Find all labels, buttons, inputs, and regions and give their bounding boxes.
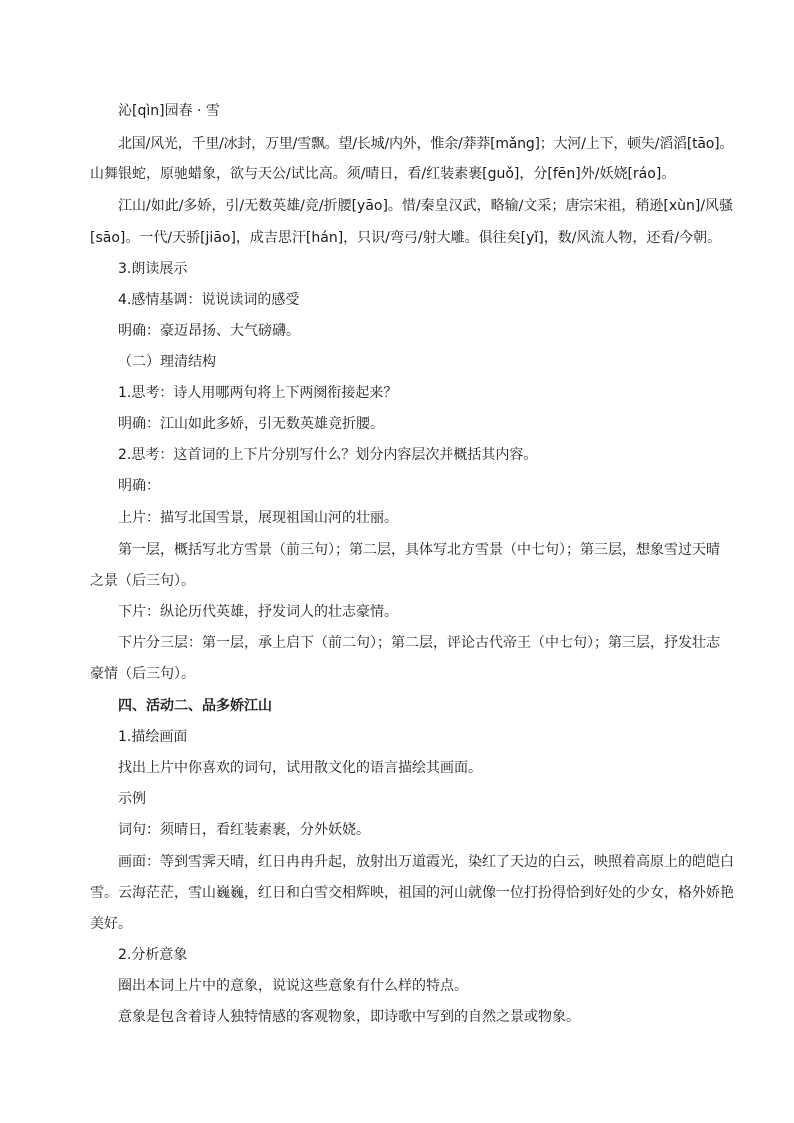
structure-lower-layers-1: 下片分三层：第一层，承上启下（前二句）；第二层，评论古代帝王（中七句）；第三层，抒发壮志 [118, 635, 720, 651]
activity-definition: 意象是包含着诗人独特情感的客观物象，即诗歌中写到的自然之景或物象。 [118, 1009, 580, 1025]
poem-stanza2-line1: 江山/如此/多娇，引/无数英雄/竞/折腰[yāo]。惜/秦皇汉武，略输/文采；唐宗宋祖，稍逊[xùn]/风骚 [118, 198, 734, 214]
structure-answer-2-label: 明确： [118, 478, 160, 494]
activity-task-1: 找出上片中你喜欢的词句，试用散文化的语言描绘其画面。 [118, 760, 482, 776]
structure-lower-layers-2: 豪情（后三句）。 [90, 666, 195, 682]
structure-upper-layers-1: 第一层，概括写北方雪景（前三句）；第二层，具体写北方雪景（中七句）；第三层，想象雪过天晴 [118, 542, 720, 558]
poem-title: 沁[qìn]园春 · 雪 [118, 103, 220, 119]
reading-answer: 明确：豪迈昂扬、大气磅礴。 [118, 323, 300, 339]
structure-lower: 下片：纵论历代英雄，抒发词人的壮志豪情。 [118, 604, 398, 620]
activity-scene-2: 雪。云海茫茫，雪山巍巍，红日和白雪交相辉映，祖国的河山就像一位打扮得恰到好处的少女，格外娇艳 [90, 885, 734, 901]
activity-example-label: 示例 [118, 791, 146, 807]
section-heading-activity: 四、活动二、品多娇江山 [118, 698, 272, 714]
poem-stanza2-line2: [sāo]。一代/天骄[jiāo]，成吉思汗[hán]，只识/弯弓/射大雕。俱往矣[yǐ]，数/风流人物，还看/今朝。 [90, 230, 722, 246]
structure-question-2: 2.思考：这首词的上下片分别写什么？划分内容层次并概括其内容。 [118, 447, 538, 463]
activity-item-2: 2.分析意象 [118, 947, 188, 963]
structure-answer-1: 明确：江山如此多娇，引无数英雄竞折腰。 [118, 416, 384, 432]
structure-question-1: 1.思考：诗人用哪两句将上下两阕衔接起来？ [118, 385, 398, 401]
reading-item-4: 4.感情基调：说说读词的感受 [118, 292, 300, 308]
activity-example-line: 词句：须晴日，看红装素裹，分外妖娆。 [118, 822, 370, 838]
activity-scene-3: 美好。 [90, 916, 132, 932]
structure-upper-layers-2: 之景（后三句）。 [90, 573, 195, 589]
section-heading-structure: （二）理清结构 [118, 354, 216, 370]
reading-item-3: 3.朗读展示 [118, 261, 188, 277]
activity-task-2: 圈出本词上片中的意象，说说这些意象有什么样的特点。 [118, 978, 468, 994]
poem-stanza1-line2: 山舞银蛇，原驰蜡象，欲与天公/试比高。须/晴日，看/红装素裹[guǒ]，分[fēn]外/妖娆[ráo]。 [90, 166, 676, 182]
activity-scene-1: 画面：等到雪霁天晴，红日冉冉升起，放射出万道霞光，染红了天边的白云，映照着高原上的皑皑白 [118, 854, 734, 870]
poem-stanza1-line1: 北国/风光，千里/冰封，万里/雪飘。望/长城/内外，惟余/莽莽[mǎng]；大河/上下，顿失/滔滔[tāo]。 [118, 136, 734, 152]
structure-upper: 上片：描写北国雪景，展现祖国山河的壮丽。 [118, 510, 398, 526]
activity-item-1: 1.描绘画面 [118, 729, 188, 745]
